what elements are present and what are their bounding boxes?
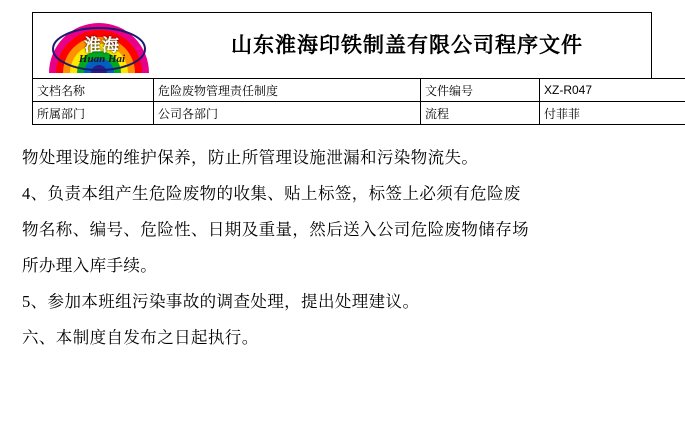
body-line: 4、负责本组产生危险废物的收集、贴上标签，标签上必须有危险废 <box>22 184 521 203</box>
cell-process-value: 付菲菲 <box>540 102 685 125</box>
cell-department-label: 所属部门 <box>33 102 154 125</box>
cell-doc-number-value: XZ-R047 <box>540 79 685 102</box>
body-line: 六、本制度自发布之日起执行。 <box>22 328 259 347</box>
cell-doc-number-label: 文件编号 <box>421 79 540 102</box>
document-body <box>22 140 667 356</box>
cell-process-label: 流程 <box>421 102 540 125</box>
body-line: 5、参加本班组污染事故的调查处理，提出处理建议。 <box>22 292 420 311</box>
table-row <box>33 102 685 125</box>
body-line: 所办理入库手续。 <box>22 256 158 275</box>
page-title: 山东淮海印铁制盖有限公司程序文件 <box>231 33 583 57</box>
cell-doc-name-value: 危险废物管理责任制度 <box>154 79 421 102</box>
table-row <box>33 79 685 102</box>
header-title-row <box>32 12 652 78</box>
logo-company-name: 淮海 <box>84 36 120 55</box>
company-logo <box>33 13 163 77</box>
document-info-table <box>32 78 685 125</box>
cell-department-value: 公司各部门 <box>154 102 421 125</box>
logo-pinyin: Huan Hai <box>78 53 126 65</box>
body-line: 物名称、编号、危险性、日期及重量，然后送入公司危险废物储存场 <box>22 220 529 239</box>
document-header <box>32 12 652 125</box>
body-line: 物处理设施的维护保养，防止所管理设施泄漏和污染物流失。 <box>22 148 479 167</box>
cell-doc-name-label: 文档名称 <box>33 79 154 102</box>
